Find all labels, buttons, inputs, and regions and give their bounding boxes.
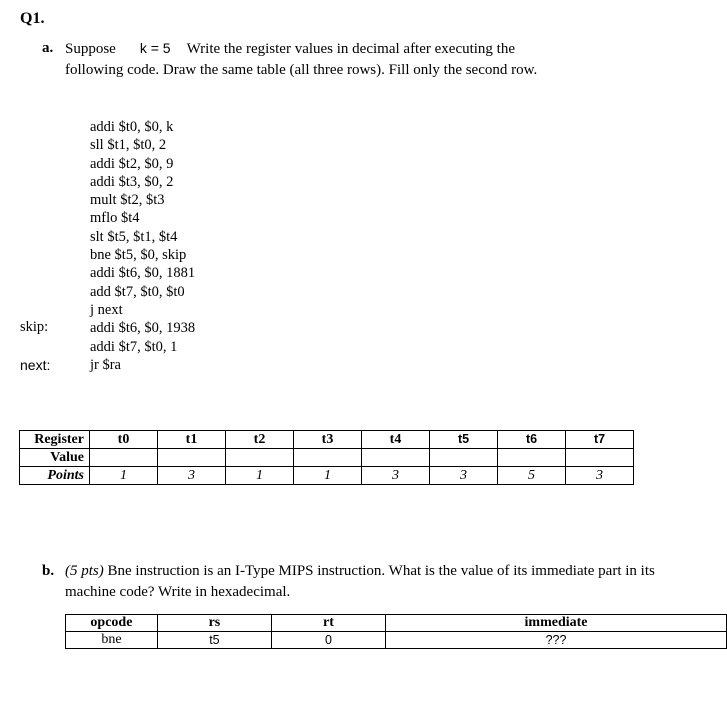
code-line: addi $t3, $0, 2 [90,173,174,190]
register-name: t4 [362,431,430,449]
value-row [20,449,634,467]
row-label-register: Register [20,431,90,449]
k-assignment: k = 5 [139,40,171,56]
code-line: add $t7, $t0, $t0 [90,283,185,300]
instruction-table [65,614,727,649]
code-line: addi $t6, $0, 1938 [90,320,196,337]
part-a-instruction-line1 [65,40,515,58]
code-line: addi $t7, $t0, 1 [90,338,178,355]
label-next: next: [20,357,51,373]
value-cell[interactable] [90,449,158,467]
row-label-value: Value [20,449,90,467]
part-b-points: (5 pts) [65,563,104,579]
instruction-header-row [66,615,727,632]
part-a-suffix: Write the register values in decimal after executing the [186,41,516,57]
part-a-label: a. [42,40,54,56]
value-cell[interactable] [362,449,430,467]
part-a-prefix: Suppose [65,41,116,57]
register-name: t7 [566,431,634,449]
opcode-value: bne [66,632,158,649]
question-title: Q1. [20,10,45,27]
part-b-instruction-line2: machine code? Write in hexadecimal. [65,584,291,600]
value-cell[interactable] [226,449,294,467]
points-cell: 1 [90,467,158,485]
label-skip: skip: [20,319,49,335]
points-cell: 3 [566,467,634,485]
points-cell: 5 [498,467,566,485]
opcode-header: opcode [66,615,158,632]
value-cell[interactable] [566,449,634,467]
points-cell: 1 [226,467,294,485]
code-line: jr $ra [90,356,121,373]
code-line: addi $t6, $0, 1881 [90,265,196,282]
code-line: j next [90,301,123,318]
immediate-header: immediate [386,615,727,632]
value-cell[interactable] [498,449,566,467]
points-cell: 3 [430,467,498,485]
part-b-text: Bne instruction is an I-Type MIPS instruction. What is the value of its immediate part in its [107,563,655,579]
part-b-instruction-line1 [65,563,655,580]
points-cell: 3 [362,467,430,485]
points-cell: 3 [158,467,226,485]
value-cell[interactable] [158,449,226,467]
points-cell: 1 [294,467,362,485]
value-cell[interactable] [430,449,498,467]
register-name: t6 [498,431,566,449]
instruction-value-row [66,632,727,649]
register-name: t5 [430,431,498,449]
register-name: t3 [294,431,362,449]
code-line: bne $t5, $0, skip [90,247,187,264]
value-cell[interactable] [294,449,362,467]
register-name: t0 [90,431,158,449]
rt-header: rt [271,615,385,632]
part-b-label: b. [42,563,55,579]
code-line: addi $t2, $0, 9 [90,155,174,172]
code-line: mult $t2, $t3 [90,192,165,209]
register-table [19,430,634,485]
rs-value: t5 [157,632,271,649]
code-line: addi $t0, $0, k [90,119,174,135]
code-block [90,118,195,374]
points-row [20,467,634,485]
part-a-instruction-line2: following code. Draw the same table (all three rows). Fill only the second row. [65,62,538,78]
register-name: t1 [158,431,226,449]
row-label-points: Points [20,467,90,485]
code-line: mflo $t4 [90,210,140,227]
code-line: slt $t5, $t1, $t4 [90,228,178,245]
register-name: t2 [226,431,294,449]
immediate-value[interactable]: ??? [386,632,727,649]
rt-value: 0 [271,632,385,649]
register-row [20,431,634,449]
code-line: sll $t1, $t0, 2 [90,137,167,154]
rs-header: rs [157,615,271,632]
